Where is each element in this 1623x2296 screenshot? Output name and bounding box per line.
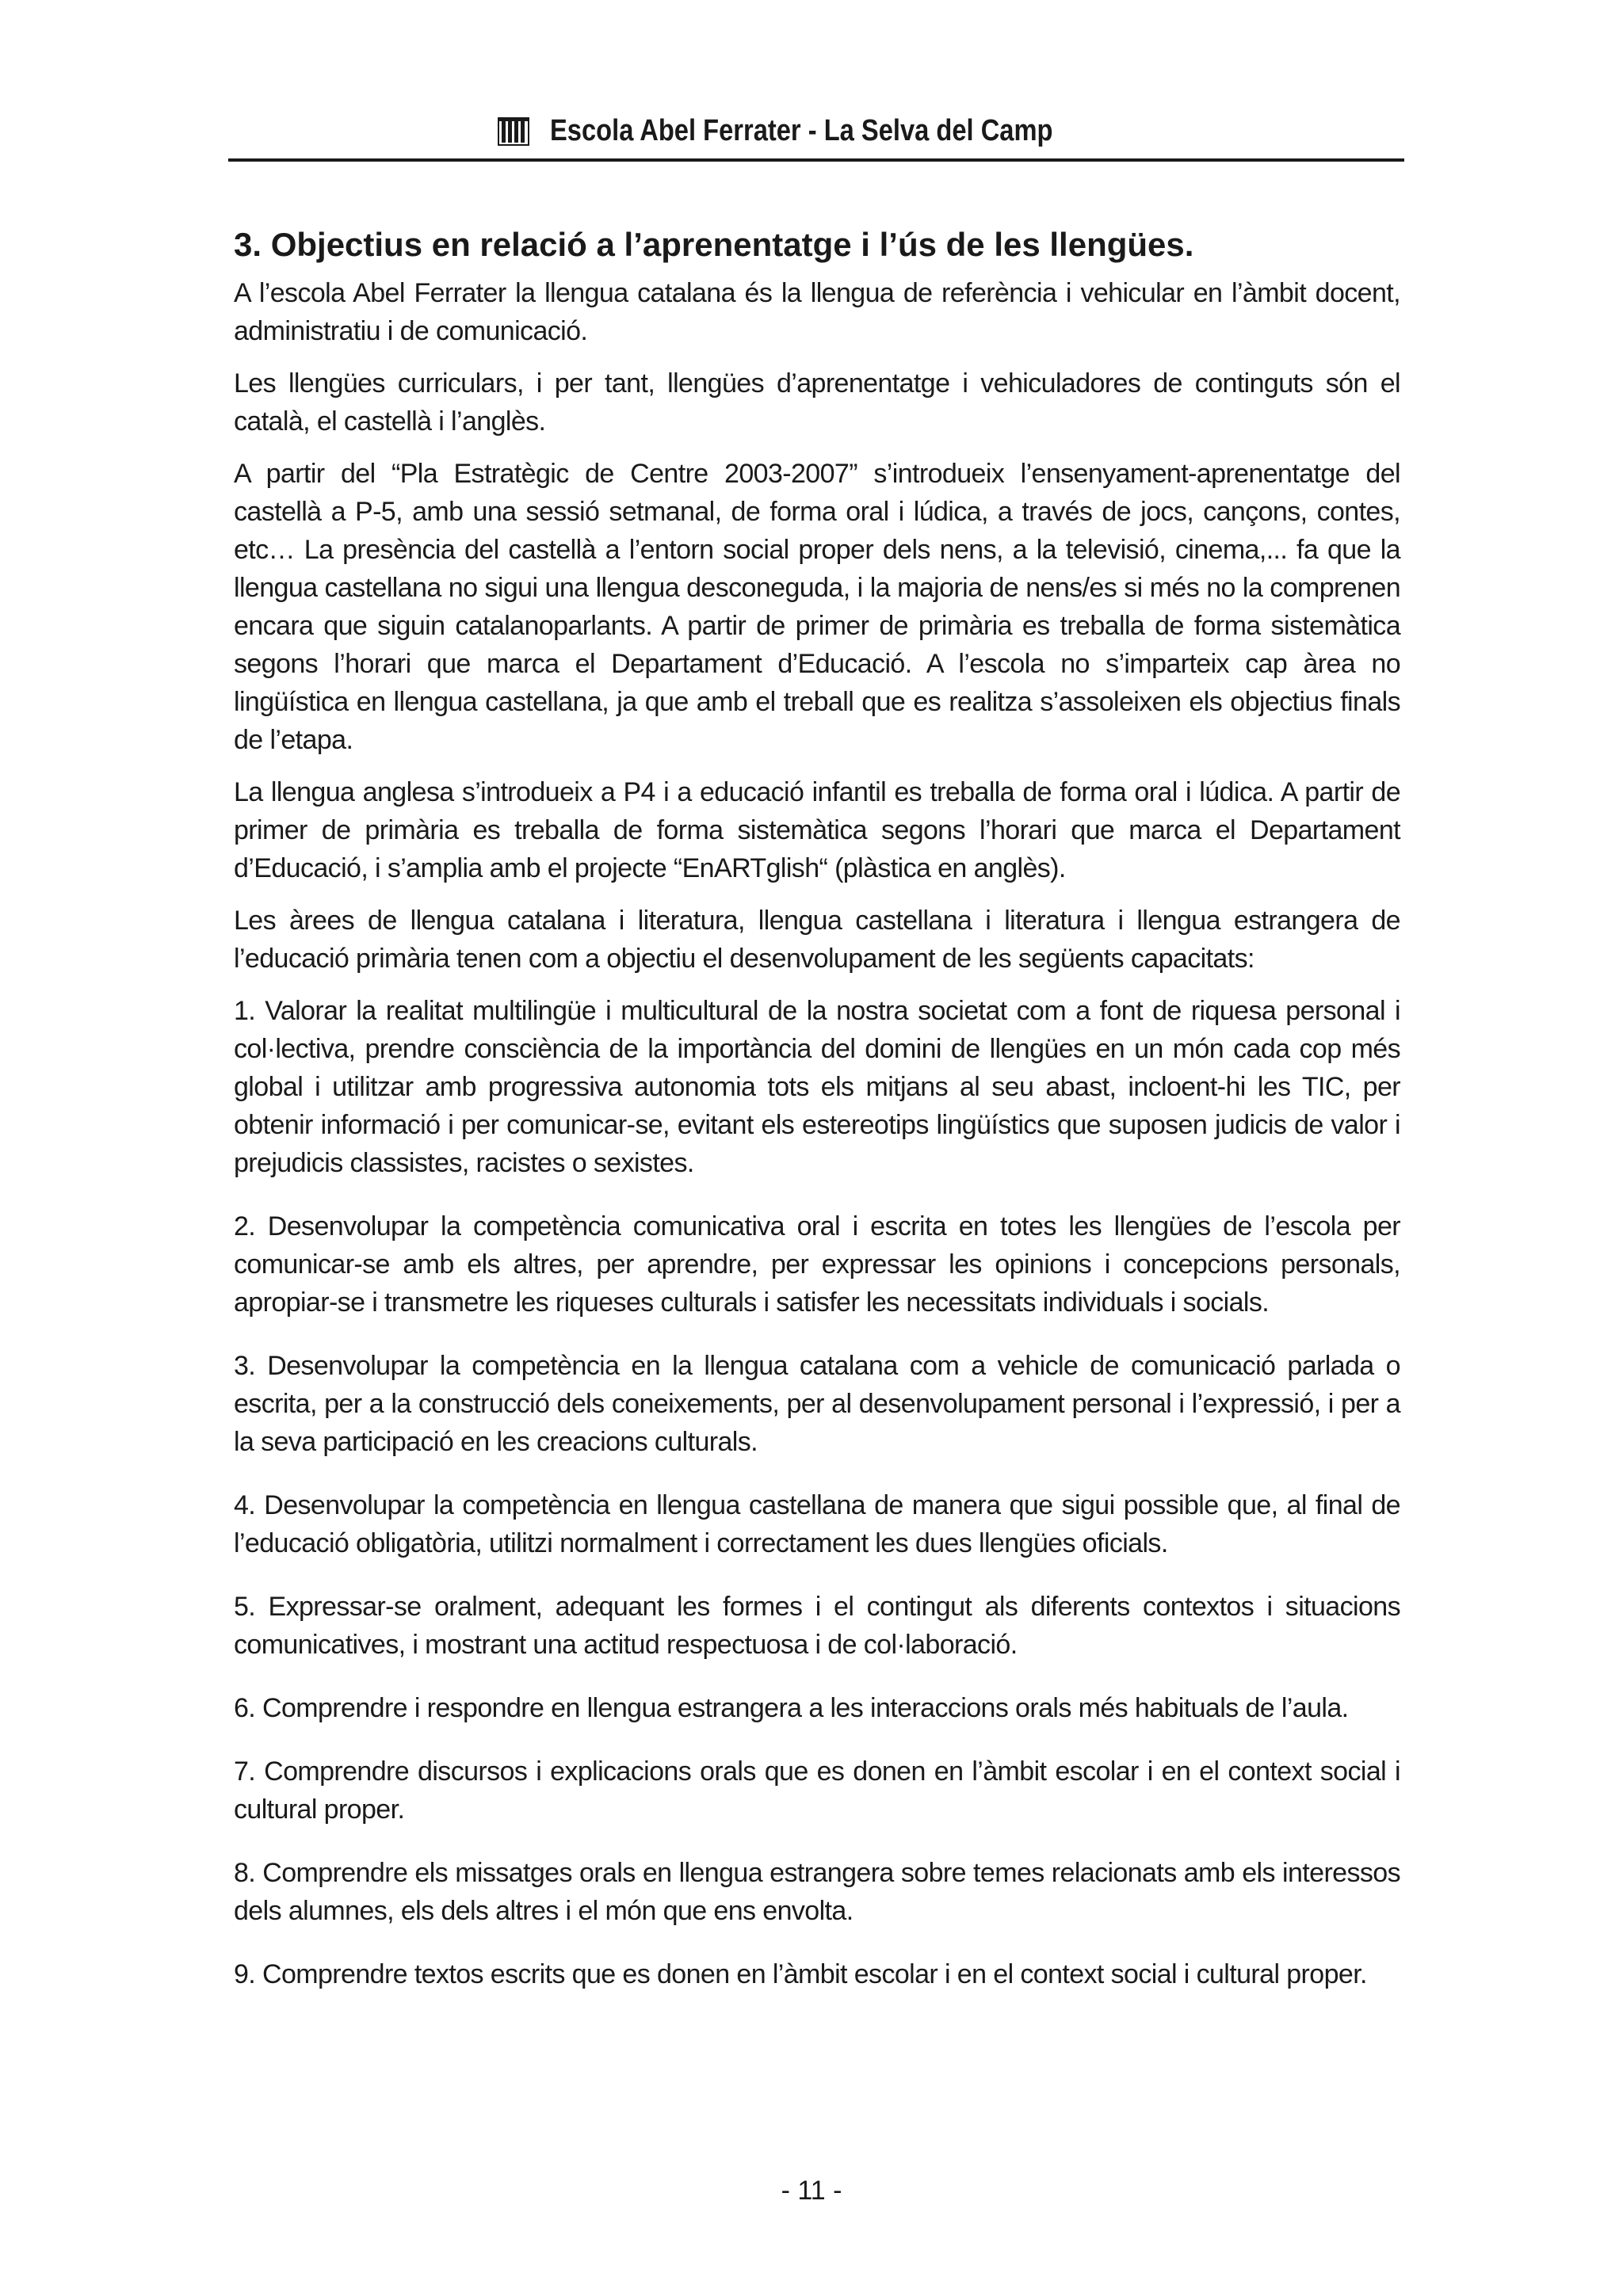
objective-item-9: 9. Comprendre textos escrits que es donen en l’àmbit escolar i en el context social i cultural proper.	[234, 1959, 1367, 1989]
page-header	[228, 109, 1404, 162]
header-title: Escola Abel Ferrater - La Selva del Camp	[550, 114, 1053, 147]
objective-item-8: 8. Comprendre els missatges orals en llengua estrangera sobre temes relacionats amb els interessos dels alumnes, els dels altres i el món que ens envolta.	[234, 1858, 1400, 1926]
catalan-government-logo-icon	[498, 116, 529, 147]
objective-item-3: 3. Desenvolupar la competència en la llengua catalana com a vehicle de comunicació parlada o escrita, per a la construcció dels coneixements, per al desenvolupament personal i l’expressió, i per a la seva participació en les creacions culturals.	[234, 1351, 1400, 1457]
objective-item-7: 7. Comprendre discursos i explicacions orals que es donen en l’àmbit escolar i en el context social i cultural proper.	[234, 1756, 1400, 1825]
paragraph-capacities-intro: Les àrees de llengua catalana i literatura, llengua castellana i literatura i llengua estrangera de l’educació primària tenen com a objectiu el desenvolupament de les següents capacitats:	[234, 906, 1400, 974]
objective-item-1: 1. Valorar la realitat multilingüe i multicultural de la nostra societat com a font de riquesa personal i col·lectiva, prendre consciència de la importància del domini de llengües en un món cada cop més global i utilitzar amb progressiva autonomia tots els mitjans al seu abast, incloent-hi les TIC, per obtenir informació i per comunicar-se, evitant els estereotips lingüístics que suposen judicis de valor i prejudicis classistes, racistes o sexistes.	[234, 996, 1400, 1178]
paragraph-vehicular-language: A l’escola Abel Ferrater la llengua catalana és la llengua de referència i vehicular en l’àmbit docent, administratiu i de comunicació.	[234, 278, 1400, 346]
section-title: 3. Objectius en relació a l’aprenentatge i l’ús de les llengües.	[234, 226, 1194, 263]
objective-item-2: 2. Desenvolupar la competència comunicativa oral i escrita en totes les llengües de l’escola per comunicar-se amb els altres, per aprendre, per expressar les opinions i concepcions personals, apropiar-se i transmetre les riqueses culturals i satisfer les necessitats individuals i socials.	[234, 1211, 1400, 1318]
page-content	[234, 223, 1400, 2019]
objective-item-6: 6. Comprendre i respondre en llengua estrangera a les interaccions orals més habituals de l’aula.	[234, 1693, 1349, 1723]
page-number: - 11 -	[781, 2176, 842, 2206]
paragraph-curricular-languages: Les llengües curriculars, i per tant, llengües d’aprenentatge i vehiculadores de continguts són el català, el castellà i l’anglès.	[234, 368, 1400, 437]
paragraph-english-introduction: La llengua anglesa s’introdueix a P4 i a educació infantil es treballa de forma oral i lúdica. A partir de primer de primària es treballa de forma sistemàtica segons l’horari que marca el Departament d’Educació, i s’amplia amb el projecte “EnARTglish“ (plàstica en anglès).	[234, 777, 1400, 883]
objective-item-4: 4. Desenvolupar la competència en llengua castellana de manera que sigui possible que, al final de l’educació obligatòria, utilitzi normalment i correctament les dues llengües oficials.	[234, 1490, 1400, 1558]
header-content	[228, 114, 1404, 148]
objective-item-5: 5. Expressar-se oralment, adequant les formes i el contingut als diferents contextos i situacions comunicatives, i mostrant una actitud respectuosa i de col·laboració.	[234, 1592, 1400, 1660]
paragraph-spanish-introduction: A partir del “Pla Estratègic de Centre 2003-2007” s’introdueix l’ensenyament-aprenentatge del castellà a P-5, amb una sessió setmanal, de forma oral i lúdica, a través de jocs, cançons, contes, etc… La presència del castellà a l’entorn social proper dels nens, a la televisió, cinema,... fa que la llengua castellana no sigui una llengua desconeguda, i la majoria de nens/es si més no la comprenen encara que siguin catalanoparlants. A partir de primer de primària es treballa de forma sistemàtica segons l’horari que marca el Departament d’Educació. A l’escola no s’imparteix cap àrea no lingüística en llengua castellana, ja que amb el treball que es realitza s’assoleixen els objectius finals de l’etapa.	[234, 459, 1400, 755]
